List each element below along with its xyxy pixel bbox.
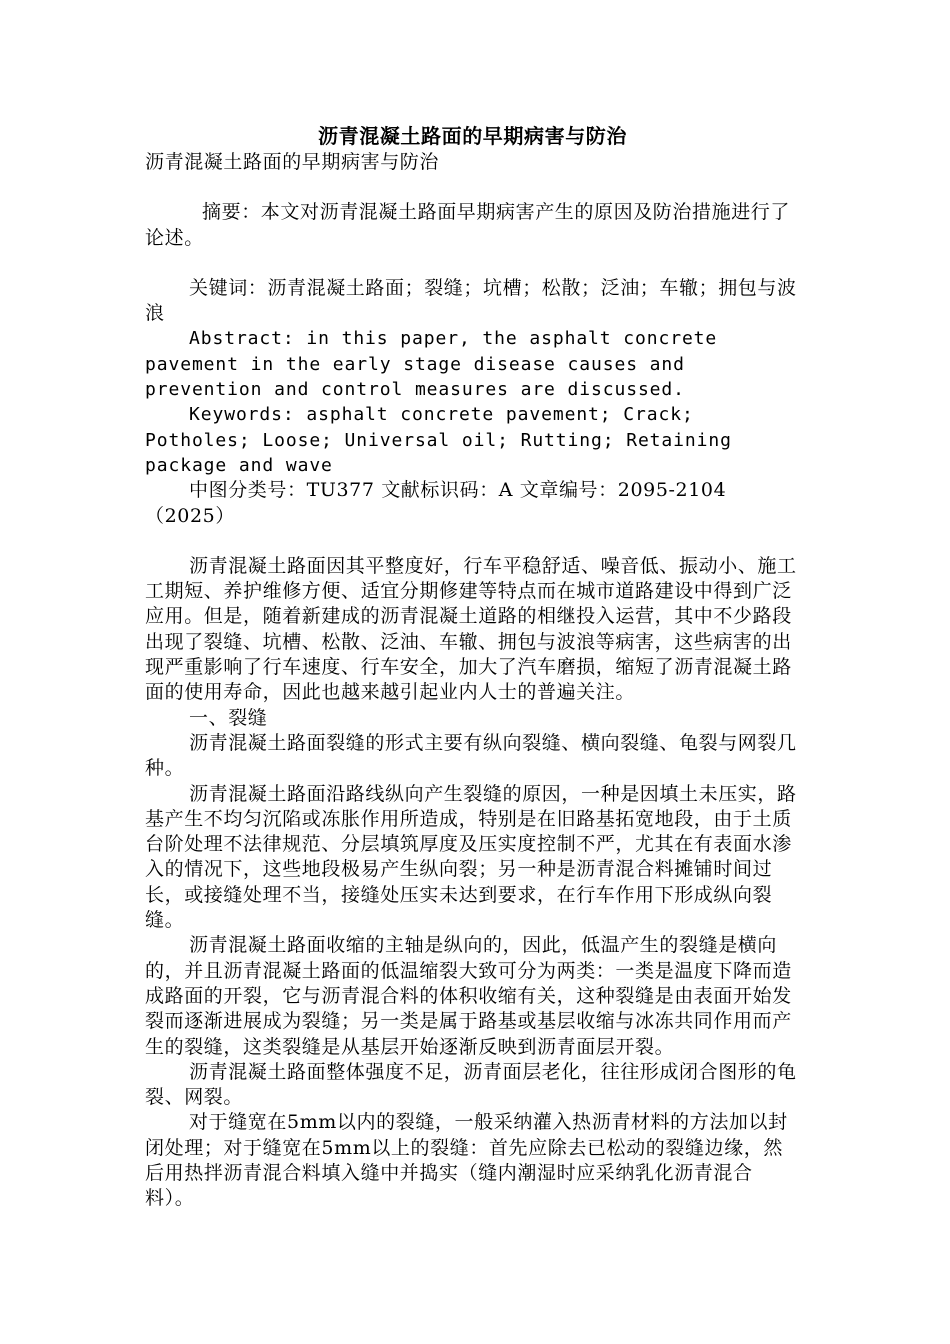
section-heading: 一、裂缝 [189, 706, 268, 729]
body-paragraph: 对于缝宽在5mm以内的裂缝，一般采纳灌入热沥青材料的方法加以封闭处理；对于缝宽在5mm以上的裂缝：首先应除去已松动的裂缝边缘，然后用热拌沥青混合料填入缝中并捣实（缝内潮湿时应采纳乳化沥青混合料）。 [145, 1111, 788, 1210]
document-subtitle: 沥青混凝土路面的早期病害与防治 [145, 151, 440, 173]
body-paragraph: 沥青混凝土路面收缩的主轴是纵向的，因此，低温产生的裂缝是横向的，并且沥青混凝土路面的低温缩裂大致可分为两类：一类是温度下降而造成路面的开裂，它与沥青混合料的体积收缩有关，这种裂缝是由表面开始发裂而逐渐进展成为裂缝；另一类是属于路基或基层收缩与冰冻共同作用而产生的裂缝，这类裂缝是从基层开始逐渐反映到沥青面层开裂。 [145, 934, 792, 1058]
keywords-cn: 关键词：沥青混凝土路面；裂缝；坑槽；松散；泛油；车辙；拥包与波浪 [145, 276, 797, 325]
document-title: 沥青混凝土路面的早期病害与防治 [318, 124, 627, 148]
document-page [145, 122, 800, 1212]
spacer [145, 529, 800, 554]
abstract-cn: 摘要：本文对沥青混凝土路面早期病害产生的原因及防治措施进行了论述。 [145, 201, 791, 249]
keywords-en: Keywords: asphalt concrete pavement; Crack; Potholes; Loose; Universal oil; Rutting; Retaining package and wave [145, 404, 732, 476]
classification-line: 中图分类号：TU377 文献标识码：A 文章编号：2095-2104（2025） [145, 479, 727, 527]
body-paragraph: 沥青混凝土路面整体强度不足，沥青面层老化，往往形成闭合图形的龟裂、网裂。 [145, 1060, 797, 1109]
abstract-en: Abstract: in this paper, the asphalt concrete pavement in the early stage disease causes and prevention and control measures are discussed. [145, 328, 718, 401]
body-paragraph: 沥青混凝土路面因其平整度好，行车平稳舒适、噪音低、振动小、施工工期短、养护维修方便、适宜分期修建等特点而在城市道路建设中得到广泛应用。但是，随着新建成的沥青混凝土道路的相继投入运营，其中不少路段出现了裂缝、坑槽、松散、泛油、车辙、拥包与波浪等病害，这些病害的出现严重影响了行车速度、行车安全，加大了汽车磨损，缩短了沥青混凝土路面的使用寿命，因此也越来越引起业内人士的普遍关注。 [145, 554, 797, 704]
spacer [145, 175, 800, 200]
body-paragraph: 沥青混凝土路面沿路线纵向产生裂缝的原因，一种是因填土未压实，路基产生不均匀沉陷或冻胀作用所造成，特别是在旧路基拓宽地段，由于土质台阶处理不法律规范、分层填筑厚度及压实度控制不严，尤其在有表面水渗入的情况下，这些地段极易产生纵向裂；另一种是沥青混合料摊铺时间过长，或接缝处理不当，接缝处压实未达到要求，在行车作用下形成纵向裂缝。 [145, 782, 797, 932]
spacer [145, 251, 800, 276]
body-paragraph: 沥青混凝土路面裂缝的形式主要有纵向裂缝、横向裂缝、龟裂与网裂几种。 [145, 731, 797, 780]
